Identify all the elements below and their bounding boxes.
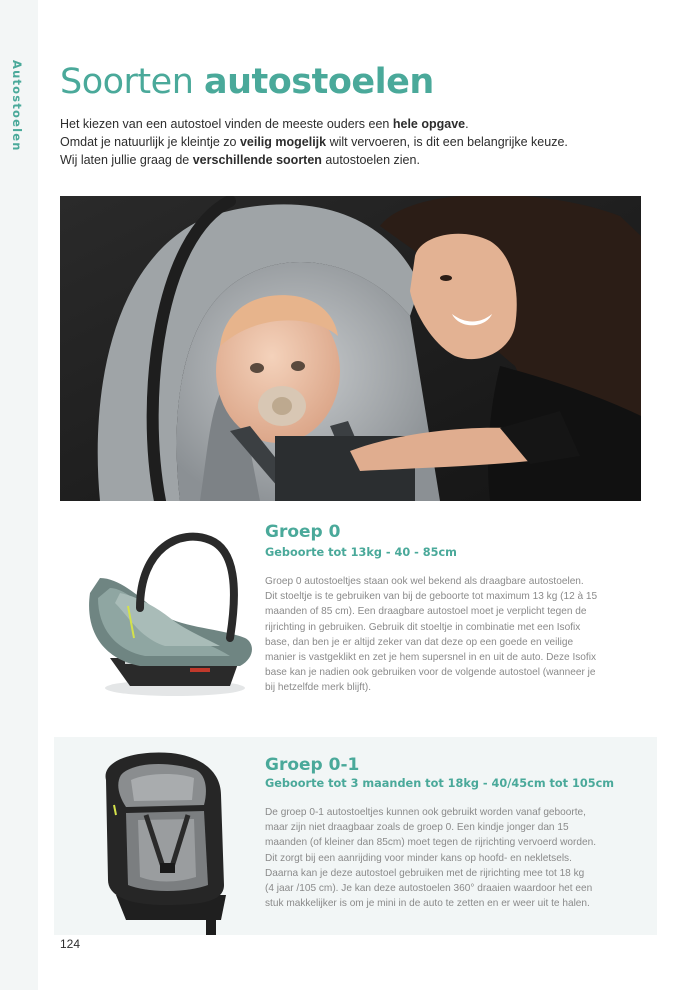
page-title-light: Soorten bbox=[60, 62, 204, 102]
infant-carrier-image bbox=[70, 518, 260, 703]
section-groep-0 bbox=[54, 510, 657, 710]
intro-line-1-c: . bbox=[465, 117, 469, 131]
page-title-bold: autostoelen bbox=[204, 62, 434, 102]
body-line: (4 jaar /105 cm). Je kan deze autostoelen 360° draaien waardoor het een bbox=[265, 883, 593, 895]
body-line: base kan je nadien ook gebruiken voor de volgende autostoel (wanneer je bbox=[265, 667, 596, 679]
body-line: bij hetzelfde merk blijft). bbox=[265, 682, 372, 694]
intro-line-3-a: Wij laten jullie graag de bbox=[60, 153, 193, 167]
infant-carrier-icon bbox=[70, 518, 260, 703]
intro-line-1-a: Het kiezen van een autostoel vinden de meeste ouders een bbox=[60, 117, 393, 131]
intro-line-2-c: wilt vervoeren, is dit een belangrijke keuze. bbox=[326, 135, 568, 149]
intro-text bbox=[60, 115, 640, 169]
intro-line-3 bbox=[60, 151, 640, 169]
intro-line-2 bbox=[60, 133, 640, 151]
convertible-seat-icon bbox=[76, 745, 256, 935]
page-number: 124 bbox=[60, 937, 81, 951]
body-line: maar zijn niet draagbaar zoals de groep 0. Een kindje jonger dan 15 bbox=[265, 822, 569, 834]
convertible-seat-image bbox=[76, 745, 256, 935]
intro-line-1 bbox=[60, 115, 640, 133]
body-line: De groep 0-1 autostoeltjes kunnen ook gebruikt worden vanaf geboorte, bbox=[265, 807, 586, 818]
page-title bbox=[60, 62, 434, 102]
section-subtitle: Geboorte tot 3 maanden tot 18kg - 40/45cm tot 105cm bbox=[265, 777, 615, 790]
body-line: maanden (of kleiner dan 85cm) moet tegen de rijrichting vervoerd worden. bbox=[265, 837, 597, 849]
body-line: Groep 0 autostoeltjes staan ook wel bekend als draagbare autostoelen. bbox=[265, 576, 584, 587]
body-line: rijrichting in gebruiken. Gebruik dit stoeltje in combinatie met een Isofix bbox=[265, 621, 581, 633]
intro-line-3-c: autostoelen zien. bbox=[321, 153, 420, 167]
intro-line-1-bold: hele opgave bbox=[392, 117, 466, 131]
sidebar-section-label: Autostoelen bbox=[10, 60, 24, 152]
body-line: Daarna kan je deze autostoel gebruiken met de rijrichting mee tot 18 kg bbox=[265, 867, 585, 879]
section-subtitle: Geboorte tot 13kg - 40 - 85cm bbox=[265, 546, 457, 559]
intro-line-2-bold: veilig mogelijk bbox=[239, 135, 327, 149]
section-groep-0-1 bbox=[54, 737, 657, 935]
section-body bbox=[265, 805, 645, 911]
hero-illustration bbox=[60, 196, 641, 501]
body-line: Dit zorgt bij een aanrijding voor minder kans op hoofd- en nekletsels. bbox=[265, 852, 572, 864]
body-line: base, dan ben je er altijd zeker van dat deze op een goede en veilige bbox=[265, 636, 574, 648]
hero-photo bbox=[60, 196, 641, 501]
body-line: maanden of 85 cm). Een draagbare autostoel moet je verplicht tegen de bbox=[265, 606, 587, 618]
body-line: manier is vastgeklikt en zet je hem supersnel in en uit de auto. Deze Isofix bbox=[265, 652, 597, 664]
section-title: Groep 0-1 bbox=[265, 755, 360, 775]
intro-line-2-a: Omdat je natuurlijk je kleintje zo bbox=[60, 135, 240, 149]
section-title: Groep 0 bbox=[265, 522, 341, 542]
body-line: Dit stoeltje is te gebruiken van bij de geboorte tot maximum 13 kg (12 à 15 bbox=[265, 591, 598, 603]
intro-line-3-bold: verschillende soorten bbox=[192, 153, 322, 167]
section-body bbox=[265, 574, 645, 696]
body-line: stuk makkelijker is om je mini in de auto te zetten en er weer uit te halen. bbox=[265, 898, 590, 910]
